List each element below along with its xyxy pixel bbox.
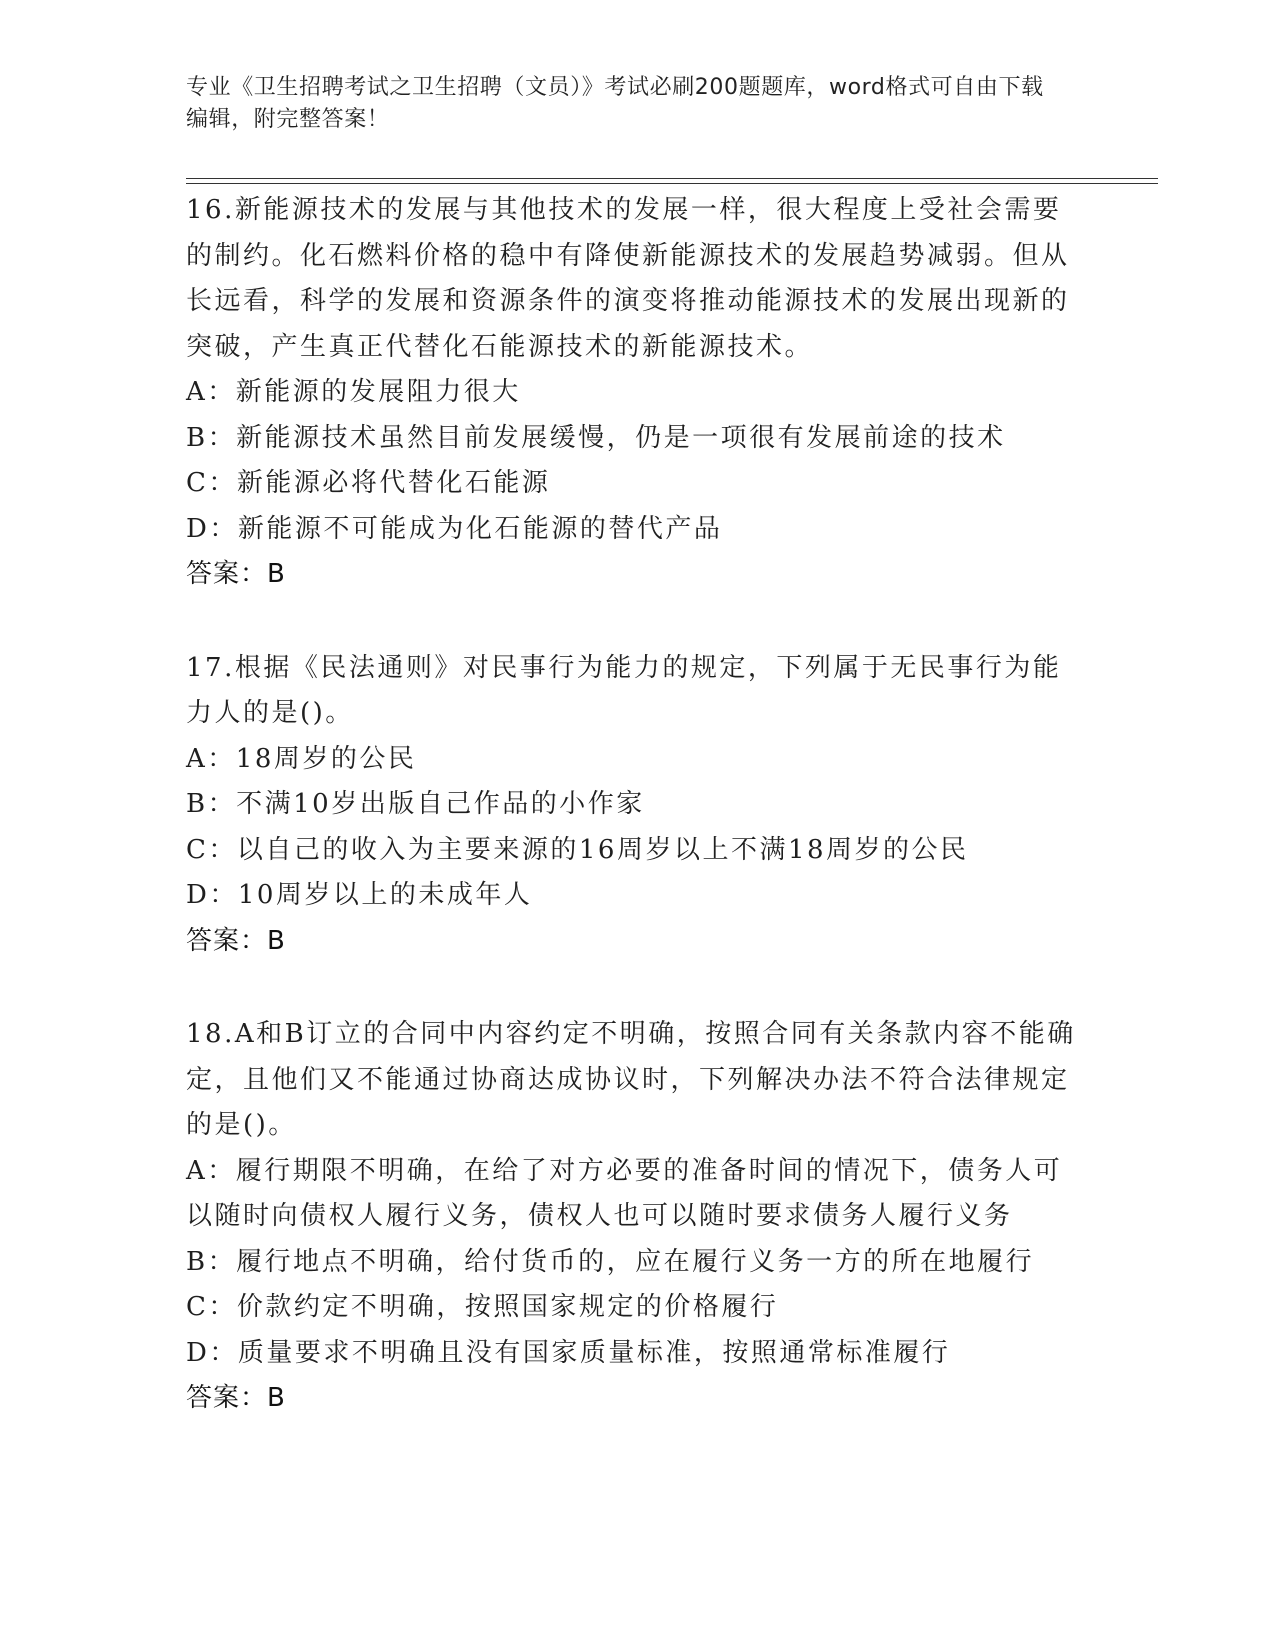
option-d: D：质量要求不明确且没有国家质量标准，按照通常标准履行 bbox=[186, 1337, 951, 1368]
option-b: B：履行地点不明确，给付货币的，应在履行义务一方的所在地履行 bbox=[186, 1246, 1035, 1277]
question-16 bbox=[186, 188, 1086, 598]
option-b: B：新能源技术虽然目前发展缓慢，仍是一项很有发展前途的技术 bbox=[186, 422, 1006, 453]
question-text: 16.新能源技术的发展与其他技术的发展一样，很大程度上受社会需要的制约。化石燃料价格的稳中有降使新能源技术的发展趋势减弱。但从长远看，科学的发展和资源条件的演变将推动能源技术的发展出现新的突破，产生真正代替化石能源技术的新能源技术。 bbox=[186, 195, 1070, 362]
option-b: B：不满10岁出版自己作品的小作家 bbox=[186, 789, 645, 819]
option-c: C：新能源必将代替化石能源 bbox=[186, 468, 551, 498]
option-a: A：18周岁的公民 bbox=[186, 743, 417, 774]
option-a: A：履行期限不明确，在给了对方必要的准备时间的情况下，债务人可以随时向债权人履行义务，债权人也可以随时要求债务人履行义务 bbox=[186, 1155, 1063, 1231]
question-18 bbox=[186, 1012, 1086, 1422]
header-rule-top bbox=[186, 178, 1158, 179]
question-list bbox=[186, 188, 1086, 1470]
header-rule-bottom bbox=[186, 183, 1158, 184]
question-17 bbox=[186, 646, 1086, 965]
option-d: D：新能源不可能成为化石能源的替代产品 bbox=[186, 513, 723, 544]
option-c: C：以自己的收入为主要来源的16周岁以上不满18周岁的公民 bbox=[186, 834, 969, 865]
question-text: 18.A和B订立的合同中内容约定不明确，按照合同有关条款内容不能确定，且他们又不能通过协商达成协议时，下列解决办法不符合法律规定的是()。 bbox=[186, 1019, 1076, 1140]
document-header: 专业《卫生招聘考试之卫生招聘（文员）》考试必刷200题题库，word格式可自由下载编辑，附完整答案！ bbox=[186, 75, 1044, 132]
answer: 答案：B bbox=[186, 559, 286, 589]
option-a: A：新能源的发展阻力很大 bbox=[186, 377, 521, 407]
option-c: C：价款约定不明确，按照国家规定的价格履行 bbox=[186, 1292, 779, 1322]
option-d: D：10周岁以上的未成年人 bbox=[186, 880, 533, 910]
answer: 答案：B bbox=[186, 1383, 286, 1413]
answer: 答案：B bbox=[186, 925, 286, 956]
question-text: 17.根据《民法通则》对民事行为能力的规定，下列属于无民事行为能力人的是()。 bbox=[186, 652, 1062, 728]
